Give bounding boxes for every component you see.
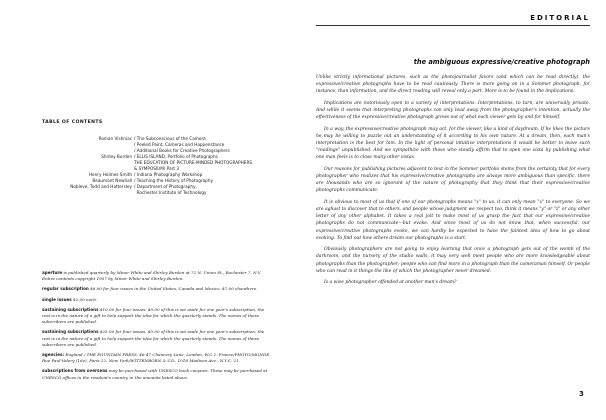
colophon-label: aperture — [42, 270, 63, 275]
toc-title: / ELLIS ISLAND, Portfolio of Photographs — [134, 154, 218, 159]
body-paragraph: Unlike strictly informational pictures, such as the photojournalist favors (and which can be read directly), the expressive/creative photographs have to be read cautiously. There is more going on in a Sommer photograph, for instance, than information, and the direct reading will reveal only a part. More is to be found in the implications. — [316, 75, 590, 95]
colophon-text: $6.00 for four issues in the United States, Canada and Mexico. $7.00 elsewhere. — [90, 286, 258, 292]
colophon-text: $2.00 each. — [73, 296, 98, 302]
toc-title: / Additional Books for Creative Photographers — [134, 148, 230, 153]
body-paragraph: Obviously photographers are not going to enjoy learning that once a photograph gets out of the womb of the darkroom, and the nursery of the studio walls, it may very well meet people who are more knowledgeable about photographs than the photographer; people who can find more in a photograph than the cameraman himself. Or people who can read in it things the like of which the photographer never dreamed. — [316, 247, 590, 274]
colophon-text: $10.00 for four issues. $5.00 of this is set aside for one year's subscription, the rest is in the nature of a gift to help support the idea for which the quarterly stands. The names of these subscribers are published. — [42, 306, 265, 325]
colophon-entry — [42, 329, 272, 348]
toc-title: & SYMPOSIUM) Part 3 — [134, 166, 180, 171]
section-header — [316, 14, 590, 26]
colophon-label: subscriptions from overseas — [42, 368, 108, 374]
toc-title: / Teaching the History of Photography — [134, 178, 213, 183]
header-rule — [316, 25, 590, 26]
colophon-label: sustaining subscriptions — [42, 306, 99, 312]
colophon — [42, 270, 272, 385]
colophon-entry — [42, 352, 272, 364]
toc-title: / The Subconscious of the Camera — [134, 136, 206, 141]
toc-author — [42, 190, 132, 196]
colophon-entry — [42, 297, 272, 303]
toc-heading: TABLE OF CONTENTS — [42, 120, 103, 125]
table-of-contents — [42, 136, 262, 196]
body-paragraph: Implications are notoriously open to a variety of interpretations. Interpretations, to turn, are universally private. And while it seems that interpreting photographs can only lead away from the photographer's intention, actually the effectiveness of the expressive/creative photograph grows out of what each viewer gets by and for himself. — [316, 100, 590, 121]
article-subtitle: the ambiguous expressive/creative photograph — [413, 58, 590, 66]
body-paragraph: Our reasons for publishing pictures adjacent to text in the Sommer portfolio stems from the certainty that for every photographer who realizes that his expressive/creative photographs are always more ambiguous than specific, there are thousands who are so ignorant of the nature of photography that they think that their expressive/creative photographs communicate. — [316, 166, 590, 194]
colophon-entry — [42, 286, 272, 292]
toc-author: Henry Holmes Smith — [88, 172, 132, 177]
toc-title: / Department of Photography, — [134, 184, 197, 189]
colophon-text: may be purchased with UNESCO book coupons. These may be purchased at UNESCO offices in the resident's country in the amounts listed above. — [42, 368, 268, 380]
colophon-text: is published quarterly by Minor White and Shirley Burden at 72 N. Union St., Rochester 7, N.Y. Entire contents copyright 1957 by Minor White and Shirley Burden. — [42, 270, 262, 282]
colophon-label: single issues — [42, 296, 72, 302]
toc-author: Nobleve, Todd and Hattersley — [70, 184, 132, 189]
colophon-label: agencies: — [42, 352, 65, 358]
toc-title: Rochester Institute of Technology — [134, 190, 207, 195]
editorial-body — [316, 74, 590, 291]
toc-author: Roman Vishniac — [98, 136, 132, 141]
colophon-label: sustaining subscriptions — [42, 329, 99, 335]
section-title: EDITORIAL — [530, 14, 590, 22]
colophon-entry — [42, 368, 272, 380]
colophon-text: England / THE FOUNTAIN PRESS, 46-47 Chancery Lane, London, W.C.2. France/PHOTO/MONDE, Rue Paul-Valery (16e), Paris 22. New York/WITTENBORN & CO., 1018 Madison Ave., N.Y.C. 21. — [42, 352, 271, 364]
body-paragraph: Is a wise photographer offended at another man's dream? — [324, 280, 457, 286]
page-number: 3 — [579, 390, 584, 398]
toc-title: THE EDUCATION OF PICTURE-MINDED PHOTOGRAPHERS — [134, 160, 253, 165]
toc-author: Shirley Burden — [101, 154, 132, 159]
colophon-entry — [42, 270, 272, 282]
toc-title: / Peeled Paint, Cameras and Happenstance — [134, 142, 225, 147]
body-paragraph: It is obvious to most of us that if one of our photographs means "x" to us, it can only mean "x" to everyone. So we are aghast to discover that to others, and people whose judgment we respect too, think it means "y" or "z" or any other letter of any other alphabet. It takes a real jolt to make most of us grasp the fact that our expressive/creative photographs do not communicate—but evoke. And since most of us do not know that, when successful, our expressive/creative photographs evoke, we can hardly be expected to have the faintest idea of how to go about evoking. To find out how others dream our photographs is a start. — [316, 199, 590, 241]
toc-item — [42, 190, 262, 196]
colophon-label: regular subscription — [42, 286, 89, 292]
toc-title: / Indiana Photography Workshop — [134, 172, 203, 177]
colophon-entry — [42, 307, 272, 326]
toc-author: Beaumont Newhall — [92, 178, 132, 183]
colophon-text: $25.00 for four issues. $5.00 of this is set aside for one year's subscription, the rest is in the nature of a gift to help support the idea for which the quarterly stands. The names of these subscribers are published. — [42, 329, 265, 347]
body-paragraph: In a way, the expressive/creative photograph may act, for the viewer, like a kind of daydream. If he likes the picture he may be willing to puzzle out an understanding of it according to his own nature. At a dream, then, each man's interpretation is the best for him. In the light of personal intuitive interpretations it would be better to leave such "readings" unpublished. And we sympathize with those who stoutly affirm that to open one vista by publishing what one man feels is to close many other vistas. — [316, 126, 590, 161]
